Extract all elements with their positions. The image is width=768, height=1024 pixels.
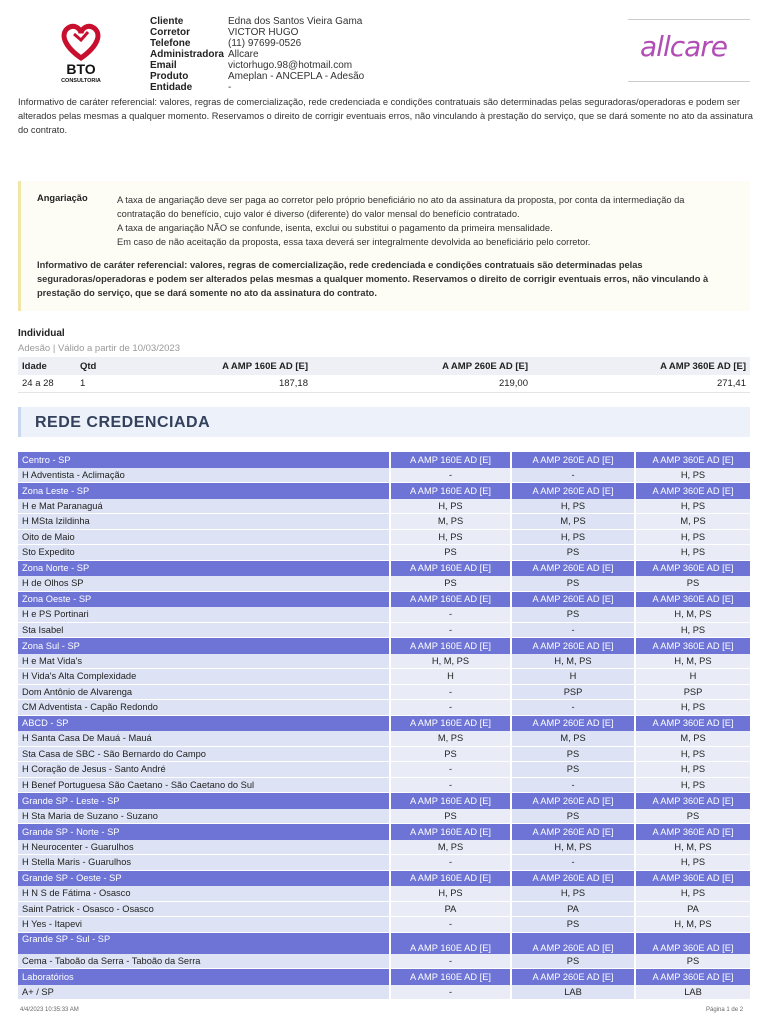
coverage-cell: H, M, PS	[636, 840, 750, 856]
region-name: ABCD - SP	[18, 716, 391, 732]
coverage-cell: H, PS	[512, 886, 636, 902]
cell-qtd: 1	[76, 375, 216, 392]
document-header	[0, 0, 768, 96]
region-name: Grande SP - Leste - SP	[18, 793, 391, 809]
plan-header: A AMP 360E AD [E]	[636, 871, 750, 887]
network-row	[18, 685, 750, 701]
provider-name: H Vida's Alta Complexidade	[18, 669, 391, 685]
provider-name: Dom Antônio de Alvarenga	[18, 685, 391, 701]
network-row	[18, 514, 750, 530]
info-value: Ameplan - ANCEPLA - Adesão	[228, 71, 365, 82]
provider-name: H e Mat Paranaguá	[18, 499, 391, 515]
provider-name: Oito de Maio	[18, 530, 391, 546]
network-row	[18, 700, 750, 716]
info-value: Allcare	[228, 49, 259, 60]
network-row	[18, 499, 750, 515]
region-header-row	[18, 452, 750, 468]
coverage-cell: M, PS	[391, 731, 512, 747]
coverage-cell: PSP	[636, 685, 750, 701]
coverage-cell: PA	[512, 902, 636, 918]
provider-name: H Coração de Jesus - Santo André	[18, 762, 391, 778]
network-table	[18, 452, 750, 1000]
network-row	[18, 855, 750, 871]
plan-header: A AMP 360E AD [E]	[636, 933, 750, 954]
network-row	[18, 762, 750, 778]
coverage-cell: PS	[391, 809, 512, 825]
provider-name: H Yes - Itapevi	[18, 917, 391, 933]
cell-price-260: 219,00	[312, 375, 532, 392]
region-name: Zona Oeste - SP	[18, 592, 391, 608]
col-plan-260: A AMP 260E AD [E]	[312, 357, 532, 375]
plan-header: A AMP 160E AD [E]	[391, 638, 512, 654]
coverage-cell: H, M, PS	[636, 917, 750, 933]
cell-price-160: 187,18	[216, 375, 312, 392]
coverage-cell: H, PS	[636, 545, 750, 561]
coverage-cell: H, PS	[391, 499, 512, 515]
coverage-cell: -	[512, 855, 636, 871]
coverage-cell: H	[391, 669, 512, 685]
divider	[628, 81, 750, 82]
price-header-row	[18, 357, 750, 375]
region-header-row	[18, 638, 750, 654]
page-number: Página 1 de 2	[706, 1007, 744, 1013]
plan-header: A AMP 160E AD [E]	[391, 716, 512, 732]
coverage-cell: -	[391, 778, 512, 794]
coverage-cell: -	[391, 985, 512, 1001]
plan-header: A AMP 260E AD [E]	[512, 483, 636, 499]
coverage-cell: H, PS	[636, 700, 750, 716]
network-row	[18, 917, 750, 933]
plan-header: A AMP 160E AD [E]	[391, 483, 512, 499]
plan-header: A AMP 260E AD [E]	[512, 824, 636, 840]
network-row	[18, 902, 750, 918]
info-label: Telefone	[150, 38, 191, 49]
network-row	[18, 778, 750, 794]
rede-credenciada-title: REDE CREDENCIADA	[35, 414, 211, 431]
provider-name: H Santa Casa De Mauá - Mauá	[18, 731, 391, 747]
angariacao-bold-note: Informativo de caráter referencial: valores, regras de comercialização, rede credenciada e condições contratuais são determinadas pelas seguradoras/operadoras e podem ser alterados pelas mesmas a qualquer momento. Reservamos o direito de corrigir eventuais erros, não vinculando à prestação do serviço, que se dará somente no ato da assinatura do contrato.	[37, 260, 709, 298]
coverage-cell: H	[512, 669, 636, 685]
coverage-cell: H, PS	[636, 530, 750, 546]
info-label: Entidade	[150, 82, 193, 93]
plan-header: A AMP 360E AD [E]	[636, 592, 750, 608]
provider-name: H Neurocenter - Guarulhos	[18, 840, 391, 856]
plan-header: A AMP 360E AD [E]	[636, 824, 750, 840]
coverage-cell: -	[391, 607, 512, 623]
info-row	[150, 82, 364, 93]
coverage-cell: H, PS	[636, 468, 750, 484]
validity-subtitle: Adesão | Válido a partir de 10/03/2023	[18, 343, 180, 354]
network-row	[18, 809, 750, 825]
bto-logo	[56, 20, 106, 84]
coverage-cell: H, M, PS	[636, 607, 750, 623]
region-header-row	[18, 716, 750, 732]
plan-header: A AMP 360E AD [E]	[636, 561, 750, 577]
client-info	[150, 16, 364, 93]
provider-name: H de Olhos SP	[18, 576, 391, 592]
coverage-cell: H, PS	[636, 762, 750, 778]
plan-header: A AMP 260E AD [E]	[512, 638, 636, 654]
plan-header: A AMP 360E AD [E]	[636, 793, 750, 809]
network-row	[18, 731, 750, 747]
coverage-cell: M, PS	[391, 840, 512, 856]
coverage-cell: PS	[391, 545, 512, 561]
region-header-row	[18, 933, 750, 954]
region-header-row	[18, 793, 750, 809]
coverage-cell: PS	[512, 809, 636, 825]
coverage-cell: H, PS	[636, 778, 750, 794]
angariacao-line: A taxa de angariação deve ser paga ao corretor pelo próprio beneficiário no ato da assinatura da proposta, por conta da intermediação da contratação do benefício, cujo valor é diverso (diferente) do valor mensal do benefício contratado.	[117, 195, 685, 219]
plan-header: A AMP 260E AD [E]	[512, 452, 636, 468]
angariacao-line: Em caso de não aceitação da proposta, essa taxa deverá ser integralmente devolvida ao beneficiário pelo corretor.	[117, 237, 591, 247]
col-plan-160: A AMP 160E AD [E]	[216, 357, 312, 375]
region-header-row	[18, 969, 750, 985]
coverage-cell: -	[391, 685, 512, 701]
coverage-cell: -	[512, 623, 636, 639]
angariacao-line: A taxa de angariação NÃO se confunde, isenta, exclui ou substitui o pagamento da primeira mensalidade.	[117, 223, 553, 233]
coverage-cell: M, PS	[636, 731, 750, 747]
coverage-cell: H, PS	[391, 886, 512, 902]
network-row	[18, 545, 750, 561]
print-timestamp: 4/4/2023 10:35:33 AM	[20, 1007, 79, 1013]
info-label: Email	[150, 60, 177, 71]
coverage-cell: PS	[512, 607, 636, 623]
network-row	[18, 530, 750, 546]
info-value: VICTOR HUGO	[228, 27, 299, 38]
coverage-cell: H, M, PS	[512, 654, 636, 670]
region-name: Zona Sul - SP	[18, 638, 391, 654]
coverage-cell: H, PS	[636, 886, 750, 902]
network-row	[18, 840, 750, 856]
info-value: -	[228, 82, 232, 93]
region-header-row	[18, 561, 750, 577]
coverage-cell: M, PS	[512, 514, 636, 530]
network-row	[18, 468, 750, 484]
coverage-cell: -	[512, 700, 636, 716]
region-name: Centro - SP	[18, 452, 391, 468]
coverage-cell: PA	[636, 902, 750, 918]
price-table	[18, 357, 750, 393]
coverage-cell: -	[512, 778, 636, 794]
rede-credenciada-banner	[18, 407, 750, 437]
info-label: Produto	[150, 71, 189, 82]
info-value: Edna dos Santos Vieira Gama	[228, 16, 363, 27]
region-header-row	[18, 483, 750, 499]
bto-subtitle: CONSULTORIA	[61, 78, 101, 84]
coverage-cell: LAB	[512, 985, 636, 1001]
coverage-cell: H, M, PS	[512, 840, 636, 856]
network-row	[18, 954, 750, 970]
plan-header: A AMP 260E AD [E]	[512, 793, 636, 809]
coverage-cell: PS	[512, 747, 636, 763]
coverage-cell: PS	[512, 954, 636, 970]
coverage-cell: LAB	[636, 985, 750, 1001]
coverage-cell: PS	[391, 747, 512, 763]
angariacao-label: Angariação	[37, 193, 88, 203]
region-name: Grande SP - Oeste - SP	[18, 871, 391, 887]
coverage-cell: PS	[636, 809, 750, 825]
region-name: Zona Norte - SP	[18, 561, 391, 577]
network-row	[18, 886, 750, 902]
coverage-cell: PS	[512, 917, 636, 933]
provider-name: H Stella Maris - Guarulhos	[18, 855, 391, 871]
plan-header: A AMP 160E AD [E]	[391, 933, 512, 954]
coverage-cell: -	[391, 468, 512, 484]
plan-header: A AMP 260E AD [E]	[512, 561, 636, 577]
info-value: victorhugo.98@hotmail.com	[228, 60, 353, 71]
coverage-cell: M, PS	[512, 731, 636, 747]
coverage-cell: PSP	[512, 685, 636, 701]
coverage-cell: H, M, PS	[391, 654, 512, 670]
plan-header: A AMP 360E AD [E]	[636, 483, 750, 499]
coverage-cell: H, PS	[636, 623, 750, 639]
coverage-cell: H, PS	[391, 530, 512, 546]
info-label: Corretor	[150, 27, 191, 38]
coverage-cell: H, PS	[512, 530, 636, 546]
disclaimer-text: Informativo de caráter referencial: valores, regras de comercialização, rede credenciada e condições contratuais são determinadas pelas seguradoras/operadoras e podem ser alterados pelas mesmas a qualquer momento. Reservamos o direito de corrigir eventuais erros, não vinculando à prestação do serviço, que se dará somente no ato da assinatura do contrato.	[18, 97, 753, 135]
coverage-cell: M, PS	[636, 514, 750, 530]
network-row	[18, 654, 750, 670]
provider-name: Sta Isabel	[18, 623, 391, 639]
plan-header: A AMP 160E AD [E]	[391, 561, 512, 577]
coverage-cell: -	[391, 917, 512, 933]
bto-name: BTO	[66, 61, 96, 77]
allcare-logo: allcare	[640, 30, 728, 63]
info-row	[150, 49, 364, 60]
plan-header: A AMP 160E AD [E]	[391, 824, 512, 840]
coverage-cell: PS	[512, 576, 636, 592]
provider-name: Sto Expedito	[18, 545, 391, 561]
angariacao-box	[18, 181, 750, 311]
plan-header: A AMP 160E AD [E]	[391, 969, 512, 985]
region-name: Laboratórios	[18, 969, 391, 985]
plan-header: A AMP 360E AD [E]	[636, 452, 750, 468]
col-qtd: Qtd	[76, 357, 216, 375]
plan-header: A AMP 360E AD [E]	[636, 716, 750, 732]
coverage-cell: -	[391, 623, 512, 639]
network-row	[18, 985, 750, 1001]
coverage-cell: PS	[636, 954, 750, 970]
provider-name: H Sta Maria de Suzano - Suzano	[18, 809, 391, 825]
network-row	[18, 623, 750, 639]
provider-name: Sta Casa de SBC - São Bernardo do Campo	[18, 747, 391, 763]
provider-name: A+ / SP	[18, 985, 391, 1001]
plan-header: A AMP 160E AD [E]	[391, 793, 512, 809]
coverage-cell: -	[391, 855, 512, 871]
provider-name: H e Mat Vida's	[18, 654, 391, 670]
coverage-cell: PS	[391, 576, 512, 592]
coverage-cell: -	[391, 700, 512, 716]
provider-name: H N S de Fátima - Osasco	[18, 886, 391, 902]
divider	[628, 19, 750, 20]
region-header-row	[18, 592, 750, 608]
plan-header: A AMP 360E AD [E]	[636, 638, 750, 654]
coverage-cell: H, M, PS	[636, 654, 750, 670]
coverage-cell: PA	[391, 902, 512, 918]
coverage-cell: PS	[636, 576, 750, 592]
coverage-cell: -	[391, 762, 512, 778]
coverage-cell: PS	[512, 762, 636, 778]
provider-name: H Benef Portuguesa São Caetano - São Caetano do Sul	[18, 778, 391, 794]
provider-name: H Adventista - Aclimação	[18, 468, 391, 484]
cell-price-360: 271,41	[532, 375, 750, 392]
provider-name: Cema - Taboão da Serra - Taboão da Serra	[18, 954, 391, 970]
coverage-cell: -	[391, 954, 512, 970]
plan-header: A AMP 160E AD [E]	[391, 592, 512, 608]
info-row	[150, 71, 364, 82]
plan-header: A AMP 260E AD [E]	[512, 969, 636, 985]
plan-header: A AMP 260E AD [E]	[512, 716, 636, 732]
plan-header: A AMP 260E AD [E]	[512, 871, 636, 887]
coverage-cell: H, PS	[512, 499, 636, 515]
info-row	[150, 27, 364, 38]
coverage-cell: H, PS	[636, 499, 750, 515]
info-label: Administradora	[150, 49, 224, 60]
coverage-cell: M, PS	[391, 514, 512, 530]
plan-header: A AMP 160E AD [E]	[391, 452, 512, 468]
col-idade: Idade	[18, 357, 76, 375]
price-row	[18, 375, 750, 392]
coverage-cell: H, PS	[636, 855, 750, 871]
coverage-cell: H	[636, 669, 750, 685]
coverage-cell: PS	[512, 545, 636, 561]
info-row	[150, 16, 364, 27]
region-header-row	[18, 824, 750, 840]
angariacao-text	[117, 193, 717, 249]
plan-header: A AMP 260E AD [E]	[512, 592, 636, 608]
plan-header: A AMP 260E AD [E]	[512, 933, 636, 954]
network-row	[18, 747, 750, 763]
network-row	[18, 669, 750, 685]
region-name: Grande SP - Norte - SP	[18, 824, 391, 840]
info-row	[150, 60, 364, 71]
plan-header: A AMP 160E AD [E]	[391, 871, 512, 887]
region-name: Zona Leste - SP	[18, 483, 391, 499]
info-row	[150, 38, 364, 49]
plan-header: A AMP 360E AD [E]	[636, 969, 750, 985]
provider-name: H MSta Izildinha	[18, 514, 391, 530]
network-row	[18, 607, 750, 623]
cell-idade: 24 a 28	[18, 375, 76, 392]
provider-name: CM Adventista - Capão Redondo	[18, 700, 391, 716]
region-name: Grande SP - Sul - SP	[18, 933, 391, 954]
network-row	[18, 576, 750, 592]
info-value: (11) 97699-0526	[228, 38, 302, 49]
col-plan-360: A AMP 360E AD [E]	[532, 357, 750, 375]
coverage-cell: -	[512, 468, 636, 484]
coverage-cell: H, PS	[636, 747, 750, 763]
provider-name: H e PS Portinari	[18, 607, 391, 623]
provider-name: Saint Patrick - Osasco - Osasco	[18, 902, 391, 918]
info-label: Cliente	[150, 16, 184, 27]
section-title: Individual	[18, 328, 65, 339]
region-header-row	[18, 871, 750, 887]
